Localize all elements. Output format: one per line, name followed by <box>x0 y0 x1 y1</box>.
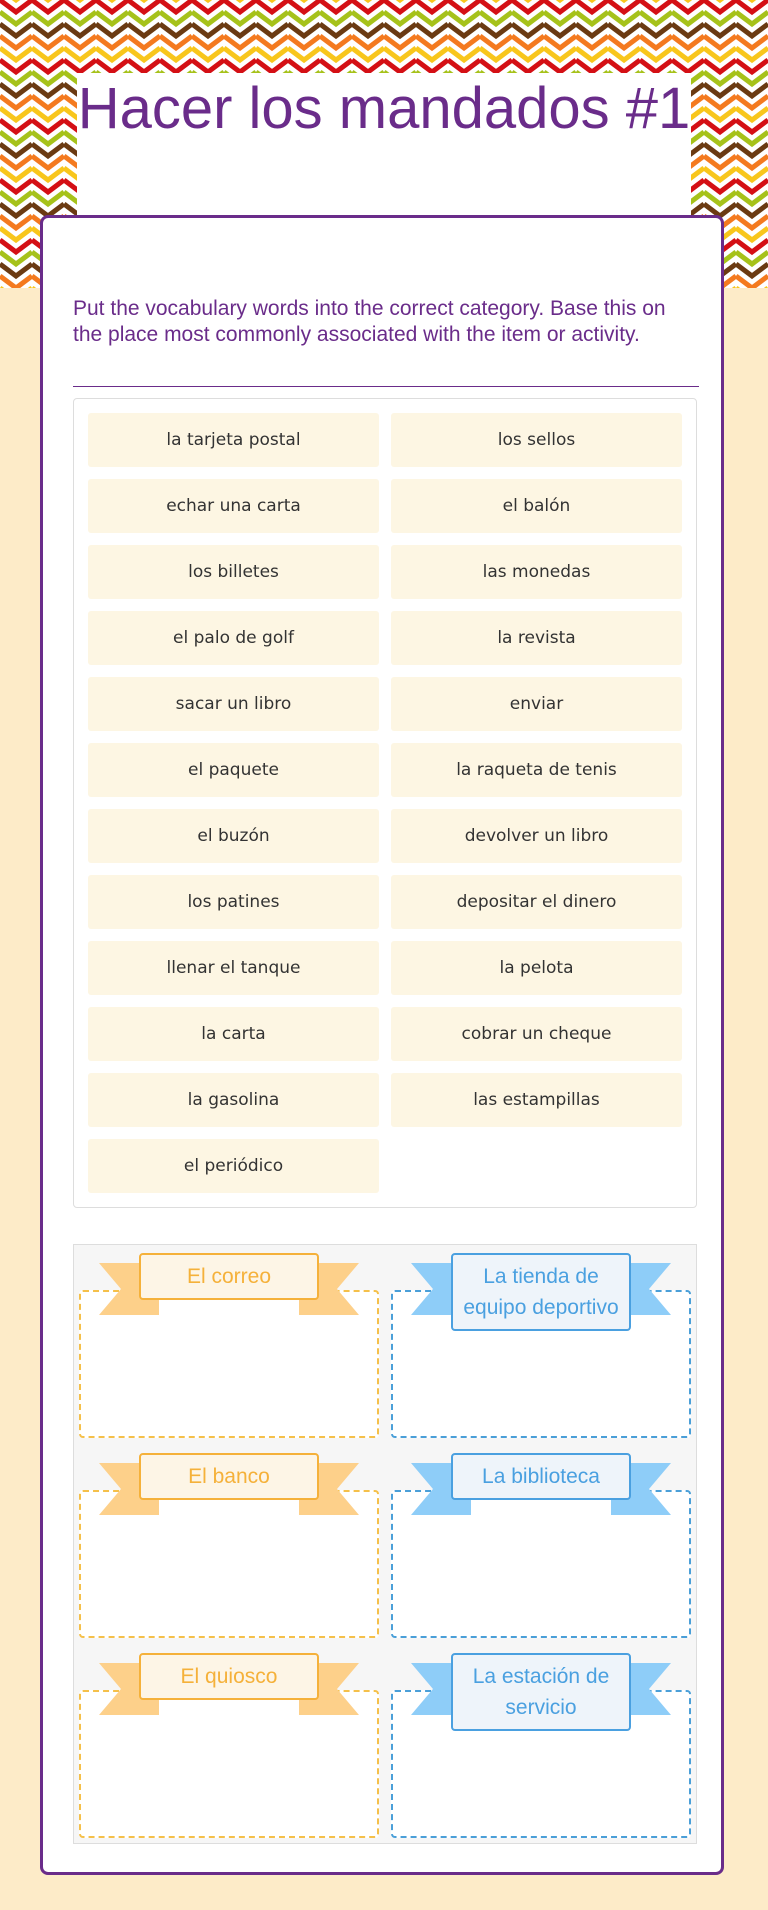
instructions: Put the vocabulary words into the correct category. Base this on the place most commonly associated with the item or activity. <box>73 297 666 346</box>
word-card[interactable]: los patines <box>88 875 379 929</box>
category-label: La estación de servicio <box>451 1653 631 1731</box>
page-title: Hacer los mandados #1 <box>77 76 691 141</box>
word-card[interactable]: la tarjeta postal <box>88 413 379 467</box>
word-card[interactable]: sacar un libro <box>88 677 379 731</box>
word-card[interactable]: cobrar un cheque <box>391 1007 682 1061</box>
word-card[interactable]: el paquete <box>88 743 379 797</box>
word-card[interactable]: las estampillas <box>391 1073 682 1127</box>
word-bank <box>73 398 697 1208</box>
category-label: El correo <box>139 1253 319 1300</box>
word-card[interactable]: la gasolina <box>88 1073 379 1127</box>
word-card[interactable]: el buzón <box>88 809 379 863</box>
word-card[interactable]: la carta <box>88 1007 379 1061</box>
category-label: El banco <box>139 1453 319 1500</box>
word-card[interactable]: devolver un libro <box>391 809 682 863</box>
word-card[interactable]: los billetes <box>88 545 379 599</box>
word-card[interactable]: los sellos <box>391 413 682 467</box>
activity-card <box>40 215 724 1875</box>
word-card[interactable]: la raqueta de tenis <box>391 743 682 797</box>
word-card[interactable]: las monedas <box>391 545 682 599</box>
word-card[interactable]: depositar el dinero <box>391 875 682 929</box>
word-card[interactable]: enviar <box>391 677 682 731</box>
title-box <box>77 73 691 223</box>
word-card[interactable]: el periódico <box>88 1139 379 1193</box>
word-card[interactable]: la pelota <box>391 941 682 995</box>
category-area <box>73 1244 697 1844</box>
divider <box>73 386 699 387</box>
word-card[interactable]: llenar el tanque <box>88 941 379 995</box>
category-label: La biblioteca <box>451 1453 631 1500</box>
category-label: El quiosco <box>139 1653 319 1700</box>
category-label: La tienda de equipo deportivo <box>451 1253 631 1331</box>
word-card[interactable]: el balón <box>391 479 682 533</box>
word-card[interactable]: el palo de golf <box>88 611 379 665</box>
word-card[interactable]: echar una carta <box>88 479 379 533</box>
word-card[interactable]: la revista <box>391 611 682 665</box>
